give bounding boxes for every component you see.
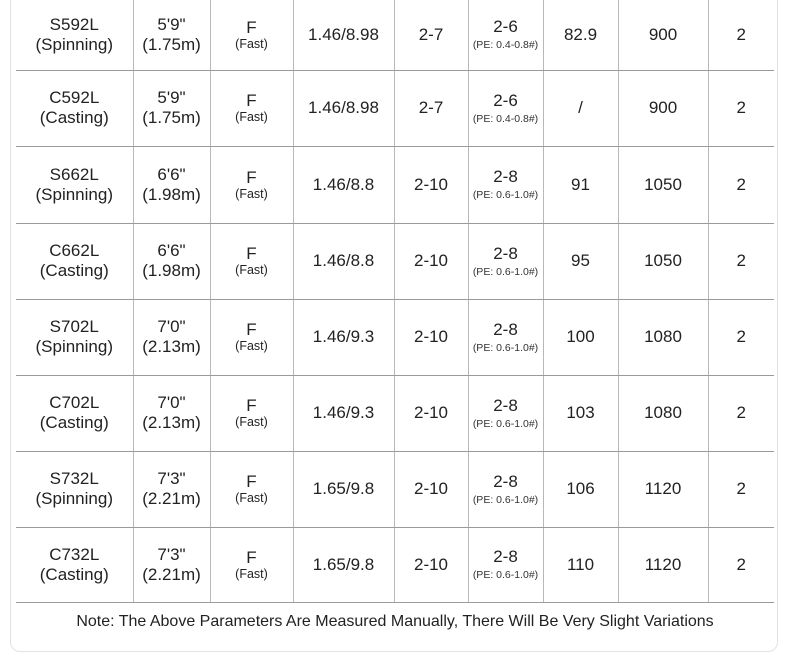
length-m: (1.75m) [142, 34, 201, 54]
line-cell [468, 299, 543, 375]
length-cell [133, 299, 210, 375]
action-desc: (Fast) [235, 339, 268, 353]
action-desc: (Fast) [235, 110, 268, 124]
model-name: S702L [49, 317, 99, 336]
line-value: 2-8 [493, 471, 518, 491]
length-ft: 7'0" [157, 317, 186, 336]
line-value: 2-8 [493, 167, 518, 186]
sections-cell: 2 [708, 146, 774, 223]
length-cell [133, 146, 210, 223]
line-value: 2-8 [493, 243, 518, 263]
line-cell [468, 527, 543, 602]
spec-table [16, 0, 774, 603]
action-code: F [246, 244, 257, 263]
model-name: S592L [49, 14, 99, 34]
line-cell [468, 223, 543, 299]
length-cell [133, 375, 210, 451]
action-desc: (Fast) [235, 566, 268, 581]
tip-cell: 1.46/8.8 [293, 146, 394, 223]
action-code: F [246, 17, 257, 37]
model-type: (Casting) [39, 413, 109, 432]
model-name: C732L [49, 544, 100, 564]
value-cell-1: 110 [543, 527, 618, 602]
value-cell-2: 1050 [618, 223, 708, 299]
tip-cell: 1.65/9.8 [293, 451, 394, 527]
value-cell-2: 1080 [618, 299, 708, 375]
action-cell [210, 451, 293, 527]
table-row [16, 70, 774, 146]
action-desc: (Fast) [235, 415, 268, 429]
model-name: S732L [49, 469, 99, 488]
tip-cell: 1.46/8.8 [293, 223, 394, 299]
tip-cell: 1.65/9.8 [293, 527, 394, 602]
pe-value: (PE: 0.6-1.0#) [472, 265, 539, 278]
lure-cell: 2-10 [394, 146, 468, 223]
table-row [16, 299, 774, 375]
length-cell [133, 223, 210, 299]
length-ft: 6'6" [157, 164, 186, 184]
action-code: F [246, 472, 257, 491]
length-cell [133, 451, 210, 527]
action-code: F [246, 547, 257, 567]
table-row [16, 451, 774, 527]
pe-value: (PE: 0.6-1.0#) [472, 569, 539, 581]
action-cell [210, 0, 293, 70]
value-cell-2: 1080 [618, 375, 708, 451]
action-code: F [246, 396, 257, 415]
action-cell [210, 299, 293, 375]
model-cell [16, 375, 133, 451]
length-ft: 7'0" [157, 393, 186, 412]
value-cell-2: 900 [618, 0, 708, 70]
model-name: C702L [49, 393, 100, 412]
lure-cell: 2-10 [394, 375, 468, 451]
value-cell-1: 100 [543, 299, 618, 375]
length-ft: 6'6" [157, 241, 186, 260]
length-m: (2.13m) [142, 337, 201, 356]
model-name: C592L [49, 88, 100, 107]
tip-cell: 1.46/8.98 [293, 0, 394, 70]
length-ft: 5'9" [157, 14, 186, 34]
measurement-note: Note: The Above Parameters Are Measured Manually, There Will Be Very Slight Variations [76, 613, 714, 630]
tip-cell: 1.46/9.3 [293, 299, 394, 375]
action-cell [210, 223, 293, 299]
sections-cell: 2 [708, 223, 774, 299]
table-row [16, 0, 774, 70]
value-cell-1: 103 [543, 375, 618, 451]
value-cell-1: 91 [543, 146, 618, 223]
lure-cell: 2-7 [394, 70, 468, 146]
length-cell [133, 527, 210, 602]
line-cell [468, 375, 543, 451]
line-cell [468, 70, 543, 146]
line-cell [468, 0, 543, 70]
model-type: (Spinning) [35, 489, 113, 508]
action-cell [210, 375, 293, 451]
action-desc: (Fast) [235, 36, 268, 51]
length-m: (2.13m) [142, 413, 201, 432]
model-cell [16, 527, 133, 602]
value-cell-2: 900 [618, 70, 708, 146]
line-value: 2-8 [493, 547, 518, 566]
model-name: S662L [49, 164, 99, 184]
line-cell [468, 451, 543, 527]
lure-cell: 2-10 [394, 223, 468, 299]
length-ft: 7'3" [157, 544, 186, 564]
tip-cell: 1.46/8.98 [293, 70, 394, 146]
model-type: (Spinning) [35, 34, 113, 54]
table-row [16, 223, 774, 299]
value-cell-1: 95 [543, 223, 618, 299]
value-cell-1: 82.9 [543, 0, 618, 70]
length-m: (2.21m) [142, 564, 201, 584]
action-cell [210, 527, 293, 602]
model-cell [16, 223, 133, 299]
value-cell-1: / [543, 70, 618, 146]
model-cell [16, 146, 133, 223]
pe-value: (PE: 0.6-1.0#) [472, 341, 539, 354]
sections-cell: 2 [708, 375, 774, 451]
length-ft: 5'9" [157, 88, 186, 107]
action-code: F [246, 167, 257, 187]
length-m: (2.21m) [142, 489, 201, 508]
action-desc: (Fast) [235, 186, 268, 201]
pe-value: (PE: 0.6-1.0#) [472, 493, 539, 506]
sections-cell: 2 [708, 527, 774, 602]
line-value: 2-6 [493, 17, 518, 37]
line-value: 2-6 [493, 90, 518, 110]
action-desc: (Fast) [235, 491, 268, 505]
action-code: F [246, 320, 257, 339]
line-value: 2-8 [493, 395, 518, 415]
model-cell [16, 70, 133, 146]
lure-cell: 2-10 [394, 299, 468, 375]
value-cell-2: 1120 [618, 451, 708, 527]
model-type: (Spinning) [35, 184, 113, 204]
pe-value: (PE: 0.6-1.0#) [472, 417, 539, 430]
model-type: (Casting) [39, 261, 109, 280]
value-cell-2: 1120 [618, 527, 708, 602]
model-cell [16, 0, 133, 70]
pe-value: (PE: 0.4-0.8#) [472, 39, 539, 52]
pe-value: (PE: 0.4-0.8#) [472, 112, 539, 125]
length-m: (1.75m) [142, 108, 201, 127]
sections-cell: 2 [708, 451, 774, 527]
sections-cell: 2 [708, 299, 774, 375]
action-code: F [246, 91, 257, 110]
length-m: (1.98m) [142, 184, 201, 204]
value-cell-1: 106 [543, 451, 618, 527]
value-cell-2: 1050 [618, 146, 708, 223]
model-type: (Casting) [39, 108, 109, 127]
table-row [16, 527, 774, 602]
lure-cell: 2-10 [394, 527, 468, 602]
model-cell [16, 451, 133, 527]
action-cell [210, 146, 293, 223]
lure-cell: 2-10 [394, 451, 468, 527]
model-type: (Spinning) [35, 337, 113, 356]
model-type: (Casting) [39, 564, 109, 584]
length-cell [133, 70, 210, 146]
model-name: C662L [49, 241, 100, 260]
length-m: (1.98m) [142, 261, 201, 280]
tip-cell: 1.46/9.3 [293, 375, 394, 451]
sections-cell: 2 [708, 70, 774, 146]
action-cell [210, 70, 293, 146]
action-desc: (Fast) [235, 263, 268, 277]
line-cell [468, 146, 543, 223]
sections-cell: 2 [708, 0, 774, 70]
length-cell [133, 0, 210, 70]
lure-cell: 2-7 [394, 0, 468, 70]
line-value: 2-8 [493, 319, 518, 339]
table-row [16, 146, 774, 223]
length-ft: 7'3" [157, 469, 186, 488]
pe-value: (PE: 0.6-1.0#) [472, 189, 539, 201]
table-row [16, 375, 774, 451]
model-cell [16, 299, 133, 375]
